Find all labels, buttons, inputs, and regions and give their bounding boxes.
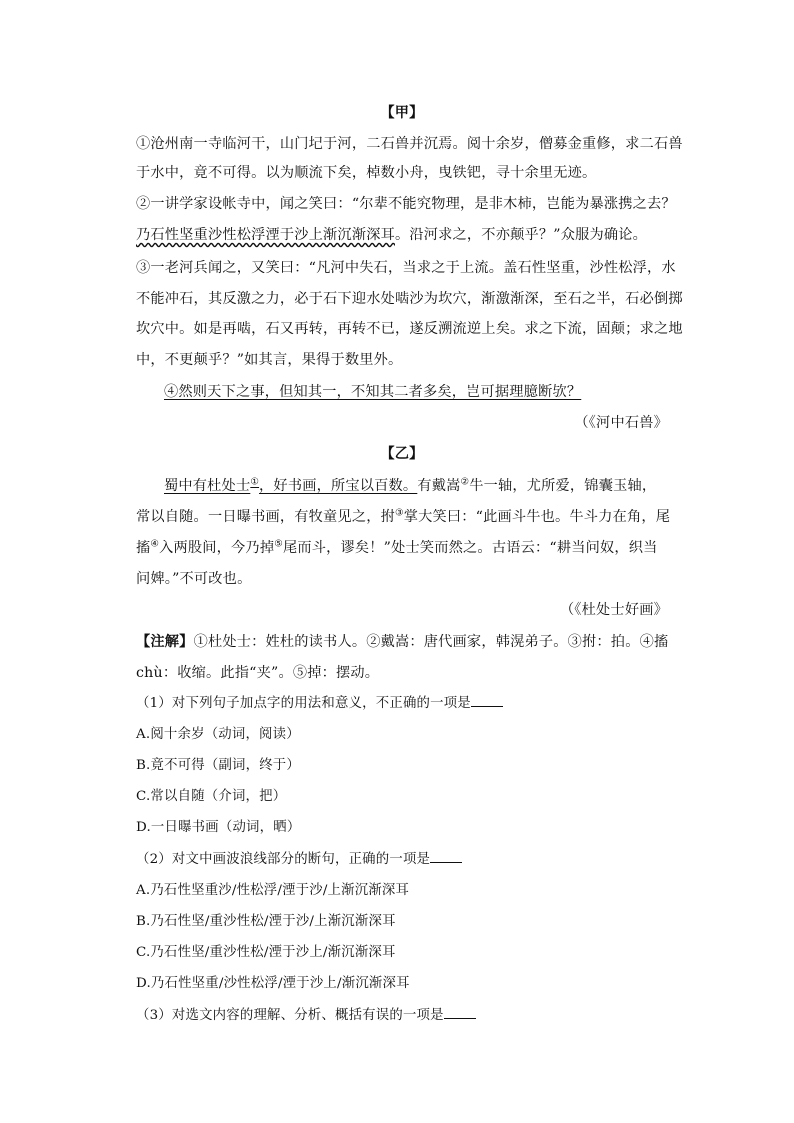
underlined-sentence-4: ④然则天下之事，但知其一，不知其二者多矣，岂可据理臆断欤？ [164,384,582,400]
passage-a-p4 [136,382,668,402]
passage-b-line4: 问婢。”不可改也。 [136,571,252,587]
passage-a-p3-line4: 中，不更颠乎？”如其言，果得于数里外。 [136,352,403,368]
passage-b-line3-b: 入两股间，今乃掉 [159,540,275,556]
passage-b-line2-b: 掌大笑曰：“此画斗牛也。牛斗力在角，尾 [403,509,671,525]
footnote-ref-5: ⑤ [274,538,283,550]
question-1-option-d: D.一日曝书画（动词，晒） [136,820,301,835]
passage-a-p2-line2 [136,225,668,245]
passage-b-line2 [136,507,671,527]
passage-b-line1 [136,476,668,496]
passage-b-line2-a: 常以自随。一日曝书画，有牧童见之，拊 [136,509,395,525]
notes-label: 【注解】 [136,634,194,650]
passage-b-heading: 【乙】 [380,446,424,462]
question-1-option-a: A.阅十余岁（动词，阅读） [136,727,300,742]
question-2-stem [136,850,668,870]
passage-b-underlined-b: ，好书画，所宝以百数。 [259,478,418,494]
passage-a-p1-line1: ①沧州南一寺临河干，山门圮于河，二石兽并沉焉。阅十余岁，僧募金重修，求二石兽 [136,136,683,152]
passage-a-p1-line2: 于水中，竟不可得。以为顺流下矣，棹数小舟，曳铁钯，寻十余里无迹。 [136,165,597,181]
question-3-stem [136,1006,668,1026]
passage-a-p2-line2-rest: 。沿河求之，不亦颠乎？”众服为确论。 [394,227,648,243]
answer-blank-2[interactable] [430,850,462,863]
question-1-option-b: B.竟不可得（副词，终于） [136,758,300,773]
passage-b-line3-a: 搐 [136,540,151,556]
passage-a-p3-line3: 坎穴中。如是再啮，石又再转，再转不已，遂反溯流逆上矣。求之下流，固颠；求之地 [136,321,683,337]
notes-line1 [136,632,668,652]
question-2-option-b: B.乃石性坚/重沙性松/湮于沙/上渐沉渐深耳 [136,914,396,929]
question-2-text: （2）对文中画波浪线部分的断句，正确的一项是 [136,852,431,867]
passage-b-line3-c: 尾而斗，谬矣！”处士笑而然之。古语云：“耕当问奴，织当 [282,540,658,556]
question-1-text: （1）对下列句子加点字的用法和意义，不正确的一项是 [136,696,471,711]
passage-b-line1-rest-a: 有戴嵩 [417,478,461,494]
passage-b-line3 [136,538,668,558]
passage-a-p3-line2: 不能冲石，其反激之力，必于石下迎水处啮沙为坎穴，渐激渐深，至石之半，石必倒掷 [136,291,683,307]
passage-a-p3-line1: ③一老河兵闻之，又笑曰：“凡河中失石，当求之于上流。盖石性坚重，沙性松浮，水 [136,260,676,276]
footnote-ref-1: ① [250,476,260,488]
question-2-option-a: A.乃石性坚重沙/性松浮/湮于沙/上渐沉渐深耳 [136,883,410,898]
question-2-option-d: D.乃石性坚重/沙性松浮/湮于沙上/渐沉渐深耳 [136,976,410,991]
passage-b-underlined-a: 蜀中有杜处士 [164,478,251,494]
answer-blank-3[interactable] [444,1006,476,1019]
wavy-underlined-sentence: 乃石性坚重沙性松浮湮于沙上渐沉渐深耳 [136,227,395,243]
footnote-ref-4: ④ [150,538,160,550]
question-1-option-c: C.常以自随（介词，把） [136,789,287,804]
question-2-option-c: C.乃石性坚/重沙性松/湮于沙上/渐沉渐深耳 [136,945,396,960]
footnote-ref-2: ② [460,476,470,488]
answer-blank-1[interactable] [471,694,503,707]
passage-b-source: （《杜处士好画》 [559,602,668,618]
passage-a-heading: 【甲】 [380,105,424,121]
footnote-ref-3: ③ [394,507,404,519]
question-3-text: （3）对选文内容的理解、分析、概括有误的一项是 [136,1008,444,1023]
notes-line2: chù：收缩。此指“夹”。⑤掉：摆动。 [136,665,380,681]
passage-a-p2-line1: ②一讲学家设帐寺中，闻之笑曰：“尔辈不能究物理，是非木柿，岂能为暴涨携之去？ [136,196,676,212]
passage-a-source: （《河中石兽》 [574,415,668,431]
question-1-stem [136,694,668,714]
passage-b-line1-rest-b: 牛一轴，尤所爱，锦囊玉轴， [469,478,657,494]
notes-text-1: ①杜处士：姓杜的读书人。②戴嵩：唐代画家，韩滉弟子。③拊：拍。④搐 [193,634,669,650]
